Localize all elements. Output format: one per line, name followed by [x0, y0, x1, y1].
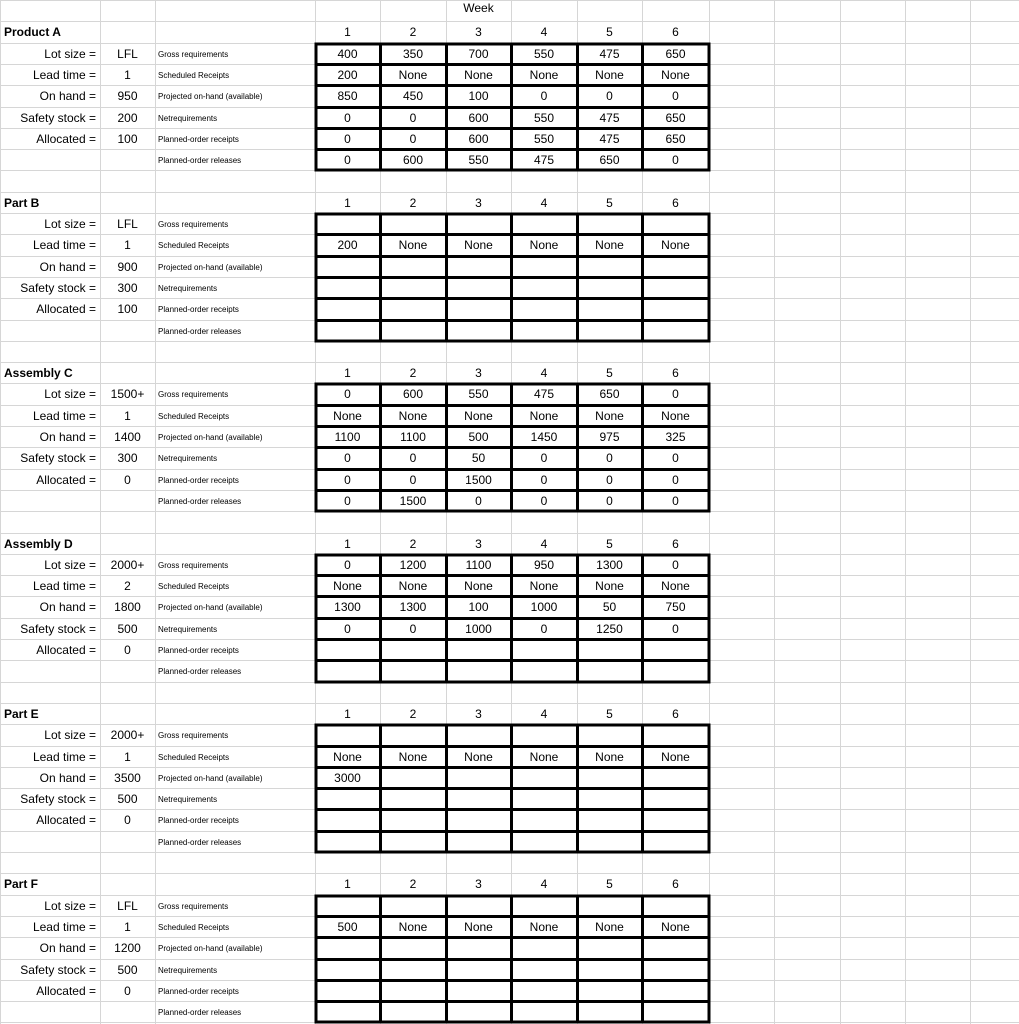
grid-cell[interactable]: 475: [599, 132, 620, 146]
param-label: On hand =: [39, 89, 96, 103]
param-label: Allocated =: [36, 132, 96, 146]
param-value: 0: [124, 473, 131, 487]
grid-cell[interactable]: 650: [665, 111, 686, 125]
week-number: 6: [672, 877, 679, 891]
grid-cell[interactable]: 1300: [334, 600, 361, 614]
param-value: 0: [124, 643, 131, 657]
grid-cell[interactable]: 0: [344, 558, 351, 572]
row-label: Netrequirements: [158, 284, 218, 293]
grid-cell[interactable]: None: [661, 750, 690, 764]
grid-cell[interactable]: 0: [409, 622, 417, 636]
row-label: Planned-order releases: [158, 497, 242, 506]
week-number: 4: [540, 707, 548, 721]
grid-cell[interactable]: None: [595, 920, 624, 934]
param-label: Lead time =: [32, 750, 96, 764]
grid-cell[interactable]: 0: [672, 89, 679, 103]
param-label: Safety stock =: [20, 281, 96, 295]
row-label: Gross requirements: [158, 561, 229, 570]
param-value: 100: [117, 302, 138, 316]
grid-cell[interactable]: 1000: [465, 622, 492, 636]
param-value: 300: [117, 281, 138, 295]
param-value: 1200: [114, 941, 141, 955]
grid-cell[interactable]: 475: [599, 111, 620, 125]
param-label: Lead time =: [32, 579, 96, 593]
row-label: Projected on-hand (available): [158, 433, 263, 442]
week-number: 2: [409, 877, 417, 891]
param-value: 1500+: [110, 387, 145, 401]
week-header: Week: [463, 1, 494, 15]
grid-cell[interactable]: 0: [409, 451, 417, 465]
grid-cell[interactable]: 0: [344, 111, 351, 125]
week-number: 4: [540, 196, 548, 210]
row-label: Planned-order receipts: [158, 646, 239, 655]
grid-cell[interactable]: None: [464, 920, 493, 934]
grid-cell[interactable]: None: [661, 579, 690, 593]
grid-cell[interactable]: 0: [344, 153, 351, 167]
param-label: Safety stock =: [20, 622, 96, 636]
param-label: Lead time =: [32, 920, 96, 934]
week-number: 5: [606, 707, 613, 721]
week-number: 4: [540, 537, 548, 551]
param-value: 1: [124, 409, 131, 423]
grid-cell[interactable]: 975: [599, 430, 620, 444]
grid-cell[interactable]: 200: [337, 238, 358, 252]
grid-cell[interactable]: 0: [672, 558, 679, 572]
row-label: Scheduled Receipts: [158, 753, 230, 762]
grid-cell[interactable]: None: [529, 68, 559, 82]
grid-cell[interactable]: None: [595, 579, 624, 593]
week-number: 6: [672, 366, 679, 380]
grid-cell[interactable]: 550: [468, 153, 489, 167]
param-value: 500: [117, 792, 138, 806]
param-value: 100: [117, 132, 138, 146]
week-number: 6: [672, 707, 679, 721]
grid-cell[interactable]: 0: [475, 494, 482, 508]
param-label: Lead time =: [32, 409, 96, 423]
grid-cell[interactable]: None: [595, 409, 624, 423]
row-label: Planned-order releases: [158, 1008, 242, 1017]
grid-cell[interactable]: 1300: [596, 558, 623, 572]
grid-cell[interactable]: 550: [533, 47, 555, 61]
week-number: 1: [344, 707, 351, 721]
week-number: 5: [606, 366, 613, 380]
grid-cell[interactable]: 450: [402, 89, 424, 103]
week-number: 5: [606, 537, 613, 551]
grid-cell[interactable]: 0: [540, 451, 548, 465]
param-label: Allocated =: [36, 302, 96, 316]
param-label: On hand =: [39, 600, 96, 614]
grid-cell[interactable]: None: [398, 68, 428, 82]
row-label: Netrequirements: [158, 114, 218, 123]
row-label: Scheduled Receipts: [158, 582, 230, 591]
param-label: Lot size =: [44, 558, 96, 572]
grid-cell[interactable]: 650: [665, 47, 686, 61]
section-title: Part E: [4, 707, 39, 721]
param-label: On hand =: [39, 260, 96, 274]
row-label: Gross requirements: [158, 390, 229, 399]
param-label: Safety stock =: [20, 792, 96, 806]
grid-cell[interactable]: 0: [344, 622, 351, 636]
row-label: Planned-order receipts: [158, 987, 239, 996]
param-label: Lead time =: [32, 68, 96, 82]
section-title: Part B: [4, 196, 40, 210]
grid-cell[interactable]: 475: [599, 47, 620, 61]
param-label: Lot size =: [44, 899, 96, 913]
grid-cell[interactable]: 0: [606, 473, 613, 487]
param-label: Allocated =: [36, 473, 96, 487]
row-label: Planned-order releases: [158, 838, 242, 847]
param-label: Lead time =: [32, 238, 96, 252]
grid-cell[interactable]: 3000: [334, 771, 361, 785]
week-number: 2: [409, 537, 417, 551]
week-number: 1: [344, 877, 351, 891]
week-number: 1: [344, 196, 351, 210]
param-value: 1400: [114, 430, 141, 444]
grid-cell[interactable]: None: [398, 238, 428, 252]
grid-cell[interactable]: 600: [402, 153, 424, 167]
grid-cell[interactable]: 500: [337, 920, 358, 934]
grid-cell[interactable]: None: [595, 750, 624, 764]
grid-cell[interactable]: None: [398, 750, 428, 764]
grid-cell[interactable]: 0: [344, 473, 351, 487]
row-label: Scheduled Receipts: [158, 923, 230, 932]
week-number: 5: [606, 196, 613, 210]
param-value: 0: [124, 984, 131, 998]
param-value: 1: [124, 920, 131, 934]
param-label: Lot size =: [44, 387, 96, 401]
grid-cell[interactable]: None: [464, 68, 493, 82]
grid-cell[interactable]: 0: [672, 473, 679, 487]
param-label: On hand =: [39, 941, 96, 955]
grid-cell[interactable]: 50: [471, 451, 486, 465]
param-value: LFL: [117, 47, 138, 61]
row-label: Gross requirements: [158, 731, 229, 740]
row-label: Netrequirements: [158, 795, 218, 804]
grid-cell[interactable]: None: [333, 750, 362, 764]
row-label: Scheduled Receipts: [158, 412, 230, 421]
grid-cell[interactable]: None: [661, 409, 690, 423]
grid-cell[interactable]: None: [595, 68, 624, 82]
week-number: 4: [540, 366, 548, 380]
grid-cell[interactable]: 750: [665, 600, 686, 614]
grid-cell[interactable]: 0: [344, 132, 351, 146]
grid-cell[interactable]: 1100: [334, 430, 361, 444]
grid-cell[interactable]: 850: [337, 89, 358, 103]
grid-cell[interactable]: None: [661, 920, 690, 934]
week-number: 3: [475, 196, 482, 210]
param-value: 300: [117, 451, 138, 465]
week-number: 6: [672, 537, 679, 551]
param-label: Allocated =: [36, 643, 96, 657]
week-number: 2: [409, 25, 417, 39]
param-value: 950: [117, 89, 138, 103]
grid-cell[interactable]: 475: [533, 153, 555, 167]
grid-cell[interactable]: 100: [468, 89, 489, 103]
week-number: 1: [344, 537, 351, 551]
row-label: Projected on-hand (available): [158, 603, 263, 612]
week-number: 4: [540, 877, 548, 891]
grid-cell[interactable]: 0: [672, 387, 679, 401]
grid-cell[interactable]: 350: [402, 47, 424, 61]
grid-cell[interactable]: 325: [665, 430, 686, 444]
param-value: 500: [117, 622, 138, 636]
grid-cell[interactable]: 0: [344, 387, 351, 401]
row-label: Netrequirements: [158, 625, 218, 634]
param-value: LFL: [117, 899, 138, 913]
grid-cell[interactable]: 600: [402, 387, 424, 401]
grid-cell[interactable]: 1200: [399, 558, 427, 572]
grid-cell[interactable]: None: [398, 920, 428, 934]
row-label: Netrequirements: [158, 454, 218, 463]
grid-cell[interactable]: 200: [337, 68, 358, 82]
row-label: Planned-order receipts: [158, 135, 239, 144]
row-label: Projected on-hand (available): [158, 92, 263, 101]
grid-cell[interactable]: 1450: [530, 430, 558, 444]
param-label: On hand =: [39, 771, 96, 785]
param-value: 0: [124, 813, 131, 827]
row-label: Scheduled Receipts: [158, 71, 230, 80]
row-label: Scheduled Receipts: [158, 241, 230, 250]
row-label: Planned-order receipts: [158, 476, 239, 485]
grid-cell[interactable]: 1100: [400, 430, 426, 444]
section-title: Assembly D: [4, 537, 73, 551]
grid-cell[interactable]: 1000: [530, 600, 558, 614]
grid-cell[interactable]: None: [529, 579, 559, 593]
week-number: 5: [606, 25, 613, 39]
grid-cell[interactable]: 0: [540, 89, 548, 103]
grid-cell[interactable]: None: [661, 238, 690, 252]
grid-cell[interactable]: 500: [468, 430, 489, 444]
grid-cell[interactable]: None: [333, 409, 362, 423]
grid-cell[interactable]: 0: [672, 451, 679, 465]
week-number: 3: [475, 877, 482, 891]
row-label: Planned-order receipts: [158, 816, 239, 825]
param-label: Safety stock =: [20, 451, 96, 465]
grid-cell[interactable]: None: [661, 68, 690, 82]
param-value: 1: [124, 238, 131, 252]
grid-cell[interactable]: 550: [533, 132, 555, 146]
grid-cell[interactable]: 0: [606, 451, 613, 465]
grid-cell[interactable]: 0: [540, 494, 548, 508]
week-number: 6: [672, 25, 679, 39]
param-value: 2: [124, 579, 131, 593]
week-number: 1: [344, 25, 351, 39]
grid-cell[interactable]: None: [464, 238, 493, 252]
grid-cell[interactable]: 400: [337, 47, 358, 61]
grid-cell[interactable]: 1250: [596, 622, 623, 636]
week-number: 3: [475, 707, 482, 721]
week-number: 1: [344, 366, 351, 380]
param-value: 900: [117, 260, 138, 274]
grid-cell[interactable]: 1100: [465, 558, 492, 572]
grid-cell[interactable]: None: [529, 409, 559, 423]
grid-cell[interactable]: None: [464, 409, 493, 423]
grid-cell[interactable]: None: [529, 238, 559, 252]
week-number: 4: [540, 25, 548, 39]
grid-cell[interactable]: 1500: [465, 473, 492, 487]
param-label: Allocated =: [36, 984, 96, 998]
param-label: Allocated =: [36, 813, 96, 827]
grid-cell[interactable]: 0: [344, 494, 351, 508]
row-label: Gross requirements: [158, 220, 229, 229]
grid-cell[interactable]: 1300: [399, 600, 427, 614]
grid-cell[interactable]: 0: [540, 622, 548, 636]
week-number: 5: [606, 877, 613, 891]
row-label: Planned-order receipts: [158, 305, 239, 314]
grid-cell[interactable]: 600: [468, 111, 489, 125]
param-value: 1: [124, 750, 131, 764]
param-value: 3500: [114, 771, 141, 785]
param-label: Lot size =: [44, 217, 96, 231]
week-number: 2: [409, 196, 417, 210]
grid-cell[interactable]: 0: [540, 473, 548, 487]
row-label: Gross requirements: [158, 50, 229, 59]
grid-cell[interactable]: 0: [672, 622, 679, 636]
param-label: Safety stock =: [20, 111, 96, 125]
param-value: 1800: [114, 600, 141, 614]
grid-cell[interactable]: 0: [409, 132, 417, 146]
week-number: 3: [475, 537, 482, 551]
grid-cell[interactable]: 50: [602, 600, 617, 614]
grid-cell[interactable]: 700: [468, 47, 489, 61]
section-title: Assembly C: [4, 366, 73, 380]
row-label: Planned-order releases: [158, 667, 242, 676]
param-value: 1: [124, 68, 131, 82]
grid-cell[interactable]: 0: [344, 451, 351, 465]
week-number: 6: [672, 196, 679, 210]
grid-cell[interactable]: None: [464, 750, 493, 764]
week-number: 2: [409, 707, 417, 721]
param-value: 2000+: [110, 728, 145, 742]
grid-cell[interactable]: 650: [599, 153, 620, 167]
grid-cell[interactable]: None: [464, 579, 493, 593]
grid-cell[interactable]: 600: [468, 132, 489, 146]
grid-cell[interactable]: None: [398, 579, 428, 593]
section-title: Part F: [4, 877, 39, 891]
row-label: Netrequirements: [158, 966, 218, 975]
grid-cell[interactable]: 1500: [399, 494, 427, 508]
grid-cell[interactable]: None: [595, 238, 624, 252]
week-number: 2: [409, 366, 417, 380]
row-label: Projected on-hand (available): [158, 263, 263, 272]
row-label: Planned-order releases: [158, 156, 242, 165]
grid-cell[interactable]: None: [333, 579, 362, 593]
grid-cell[interactable]: 100: [468, 600, 489, 614]
param-label: Safety stock =: [20, 963, 96, 977]
param-label: On hand =: [39, 430, 96, 444]
param-value: LFL: [117, 217, 138, 231]
grid-cell[interactable]: 0: [672, 494, 679, 508]
grid-cell[interactable]: None: [398, 409, 428, 423]
grid-cell[interactable]: 0: [409, 473, 417, 487]
grid-cell[interactable]: 550: [533, 111, 555, 125]
param-value: 2000+: [110, 558, 145, 572]
row-label: Projected on-hand (available): [158, 774, 263, 783]
grid-cell[interactable]: 0: [409, 111, 417, 125]
week-number: 3: [475, 25, 482, 39]
grid-cell[interactable]: None: [529, 750, 559, 764]
row-label: Gross requirements: [158, 902, 229, 911]
grid-cell[interactable]: 0: [672, 153, 679, 167]
grid-cell[interactable]: 650: [599, 387, 620, 401]
param-value: 200: [117, 111, 138, 125]
grid-cell[interactable]: None: [529, 920, 559, 934]
grid-cell[interactable]: 550: [468, 387, 489, 401]
param-value: 500: [117, 963, 138, 977]
param-label: Lot size =: [44, 47, 96, 61]
param-label: Lot size =: [44, 728, 96, 742]
week-number: 3: [475, 366, 482, 380]
row-label: Planned-order releases: [158, 327, 242, 336]
section-title: Product A: [4, 25, 61, 39]
grid-cell[interactable]: 0: [606, 494, 613, 508]
grid-cell[interactable]: 650: [665, 132, 686, 146]
grid-cell[interactable]: 0: [606, 89, 613, 103]
grid-cell[interactable]: 475: [533, 387, 555, 401]
row-label: Projected on-hand (available): [158, 944, 263, 953]
grid-cell[interactable]: 950: [533, 558, 555, 572]
